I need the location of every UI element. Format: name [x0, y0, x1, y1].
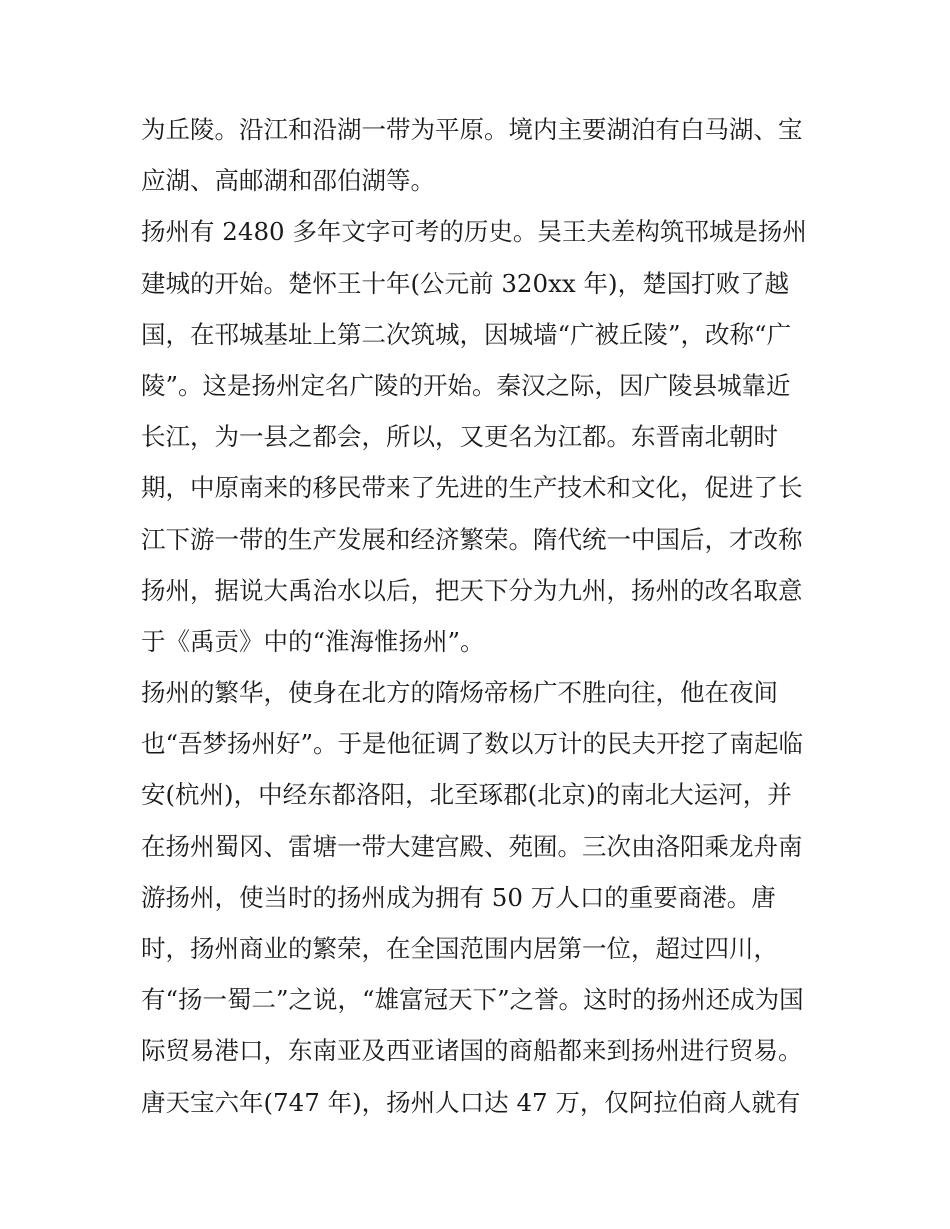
text-line: 为丘陵。沿江和沿湖一带为平原。境内主要湖泊有白马湖、宝: [141, 115, 803, 144]
text-line: 时，扬州商业的繁荣，在全国范围内居第一位，超过四川，: [141, 934, 778, 963]
text-line: 唐天宝六年(747 年)，扬州人口达 47 万，仅阿拉伯商人就有: [141, 1087, 801, 1117]
text-line: 期，中原南来的移民带来了先进的生产技术和文化，促进了长: [141, 473, 803, 503]
text-line: 在扬州蜀冈、雷塘一带大建宫殿、苑囿。三次由洛阳乘龙舟南: [141, 831, 803, 861]
text-line: 扬州的繁华，使身在北方的隋炀帝杨广不胜向往，他在夜间: [141, 678, 778, 708]
text-line: 应湖、高邮湖和邵伯湖等。: [141, 166, 435, 196]
text-line: 际贸易港口，东南亚及西亚诸国的商船都来到扬州进行贸易。: [141, 1036, 803, 1066]
body-text: [141, 104, 821, 1128]
text-line: 扬州，据说大禹治水以后，把天下分为九州，扬州的改名取意: [141, 575, 803, 605]
text-line: 陵”。这是扬州定名广陵的开始。秦汉之际，因广陵县城靠近: [141, 370, 791, 400]
text-line: 长江，为一县之都会，所以，又更名为江都。东晋南北朝时: [141, 422, 778, 452]
text-line: 于《禹贡》中的“淮海惟扬州”。: [141, 626, 485, 656]
text-line: 扬州有 2480 多年文字可考的历史。吴王夫差构筑邗城是扬州: [141, 217, 807, 247]
text-line: 江下游一带的生产发展和经济繁荣。隋代统一中国后，才改称: [141, 524, 803, 554]
text-line: 也“吾梦扬州好”。于是他征调了数以万计的民夫开挖了南起临: [141, 729, 804, 759]
text-line: 有“扬一蜀二”之说，“雄富冠天下”之誉。这时的扬州还成为国: [141, 985, 804, 1015]
text-line: 游扬州，使当时的扬州成为拥有 50 万人口的重要商港。唐: [141, 882, 776, 912]
text-line: 国，在邗城基址上第二次筑城，因城墙“广被丘陵”，改称“广: [141, 319, 792, 349]
text-line: 安(杭州)，中经东都洛阳，北至琢郡(北京)的南北大运河，并: [141, 780, 792, 810]
text-line: 建城的开始。楚怀王十年(公元前 320xx 年)，楚国打败了越: [141, 268, 790, 298]
